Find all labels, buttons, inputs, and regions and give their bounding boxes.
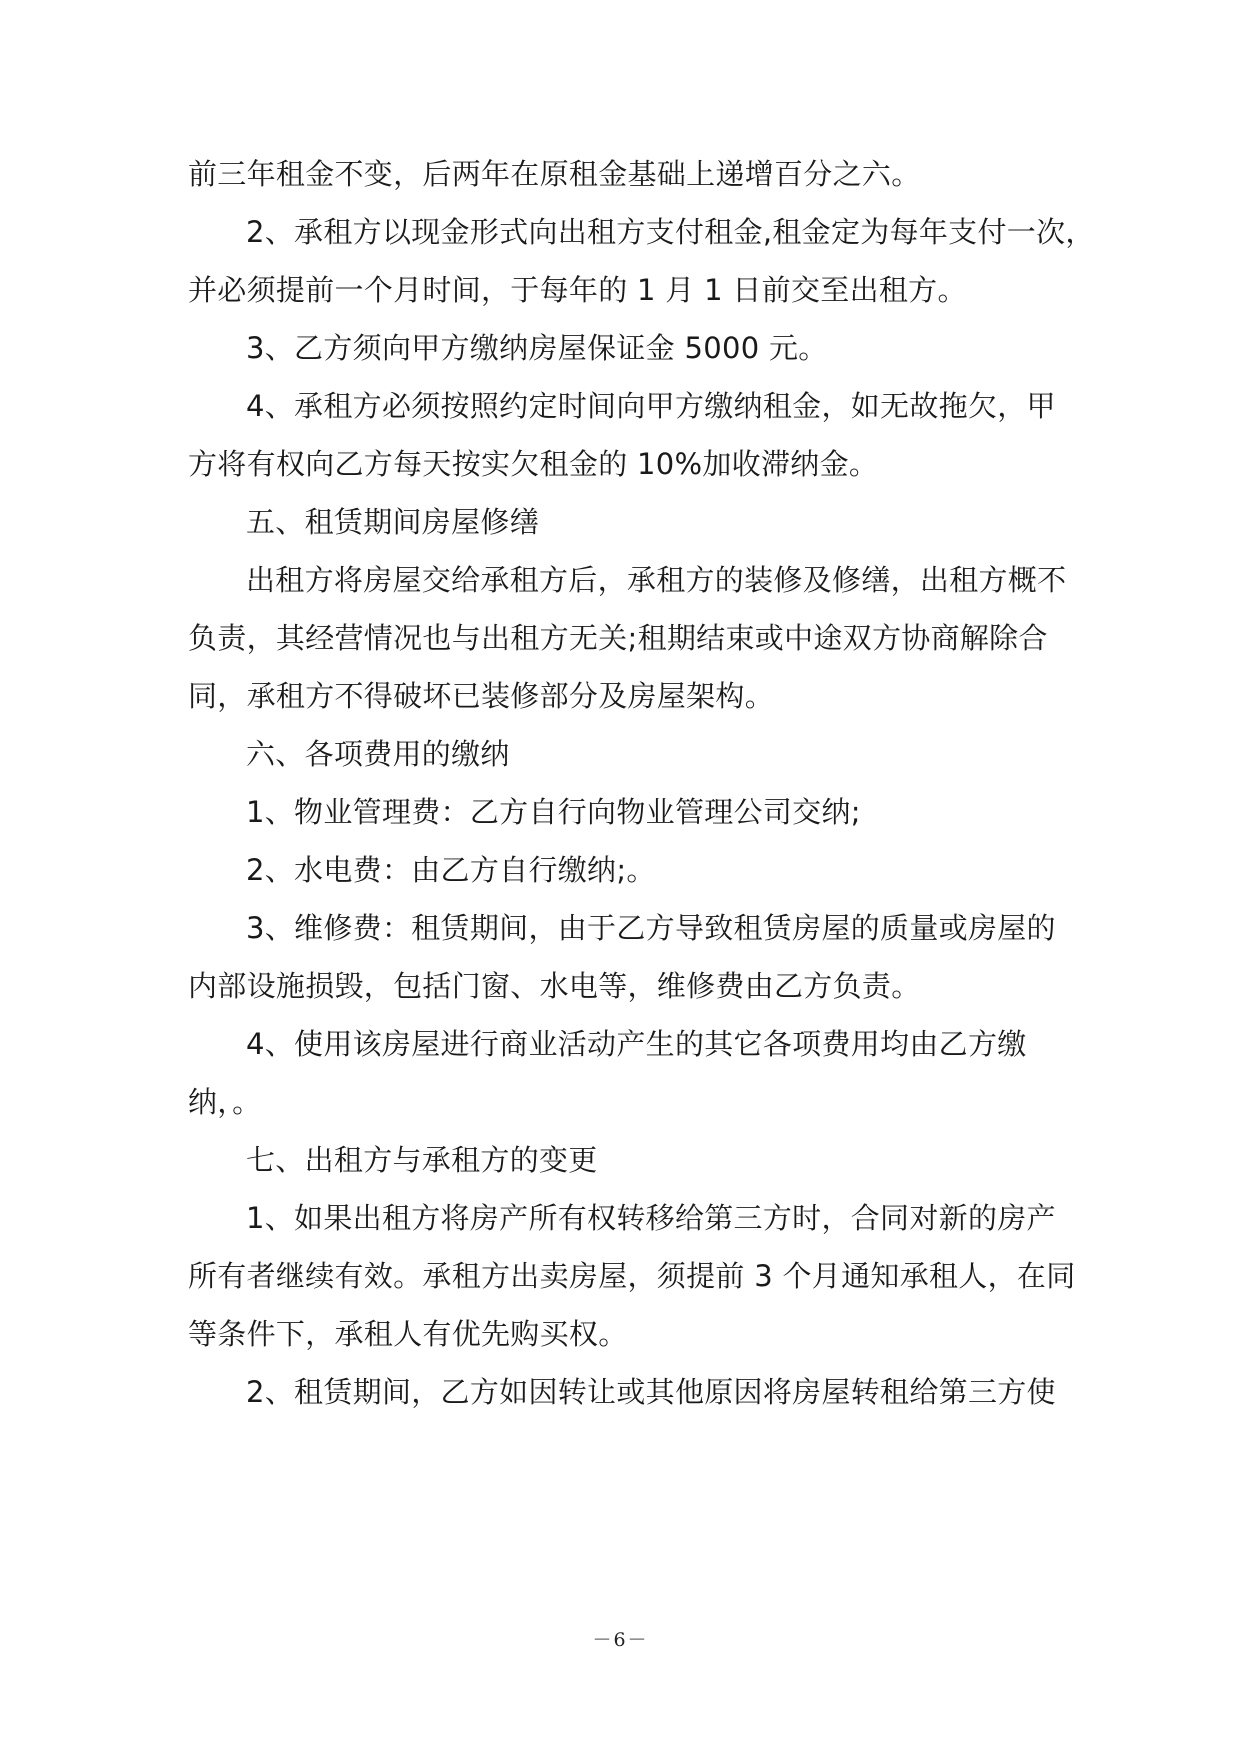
text-line: 同，承租方不得破坏已装修部分及房屋架构。 [188, 679, 775, 713]
text-line: 出租方将房屋交给承租方后，承租方的装修及修缮，出租方概不 [246, 563, 1067, 597]
text-line: 方将有权向乙方每天按实欠租金的 10%加收滞纳金。 [188, 447, 879, 481]
section-heading: 五、租赁期间房屋修缮 [246, 505, 540, 539]
section-heading: 六、各项费用的缴纳 [246, 737, 510, 771]
text-line: 所有者继续有效。承租方出卖房屋，须提前 3 个月通知承租人，在同 [188, 1259, 1076, 1293]
text-line: 2、水电费：由乙方自行缴纳;。 [246, 853, 656, 887]
text-line: 等条件下，承租人有优先购买权。 [188, 1317, 628, 1351]
text-line: 3、乙方须向甲方缴纳房屋保证金 5000 元。 [246, 331, 828, 365]
text-line: 并必须提前一个月时间，于每年的 1 月 1 日前交至出租方。 [188, 273, 967, 307]
text-line: 1、如果出租方将房产所有权转移给第三方时，合同对新的房产 [246, 1201, 1056, 1235]
page-number: －6－ [592, 1629, 649, 1651]
text-line: 负责，其经营情况也与出租方无关;租期结束或中途双方协商解除合 [188, 621, 1048, 655]
text-line: 4、承租方必须按照约定时间向甲方缴纳租金，如无故拖欠，甲 [246, 389, 1056, 423]
text-line: 2、承租方以现金形式向出租方支付租金,租金定为每年支付一次， [246, 215, 1095, 249]
text-line: 纳，。 [188, 1085, 262, 1119]
text-line: 前三年租金不变，后两年在原租金基础上递增百分之六。 [188, 157, 921, 191]
text-line: 2、租赁期间，乙方如因转让或其他原因将房屋转租给第三方使 [246, 1375, 1056, 1409]
text-line: 4、使用该房屋进行商业活动产生的其它各项费用均由乙方缴 [246, 1027, 1027, 1061]
text-line: 3、维修费：租赁期间，由于乙方导致租赁房屋的质量或房屋的 [246, 911, 1056, 945]
text-line: 内部设施损毁，包括门窗、水电等，维修费由乙方负责。 [188, 969, 921, 1003]
text-line: 1、物业管理费：乙方自行向物业管理公司交纳; [246, 795, 861, 829]
section-heading: 七、出租方与承租方的变更 [246, 1143, 598, 1177]
